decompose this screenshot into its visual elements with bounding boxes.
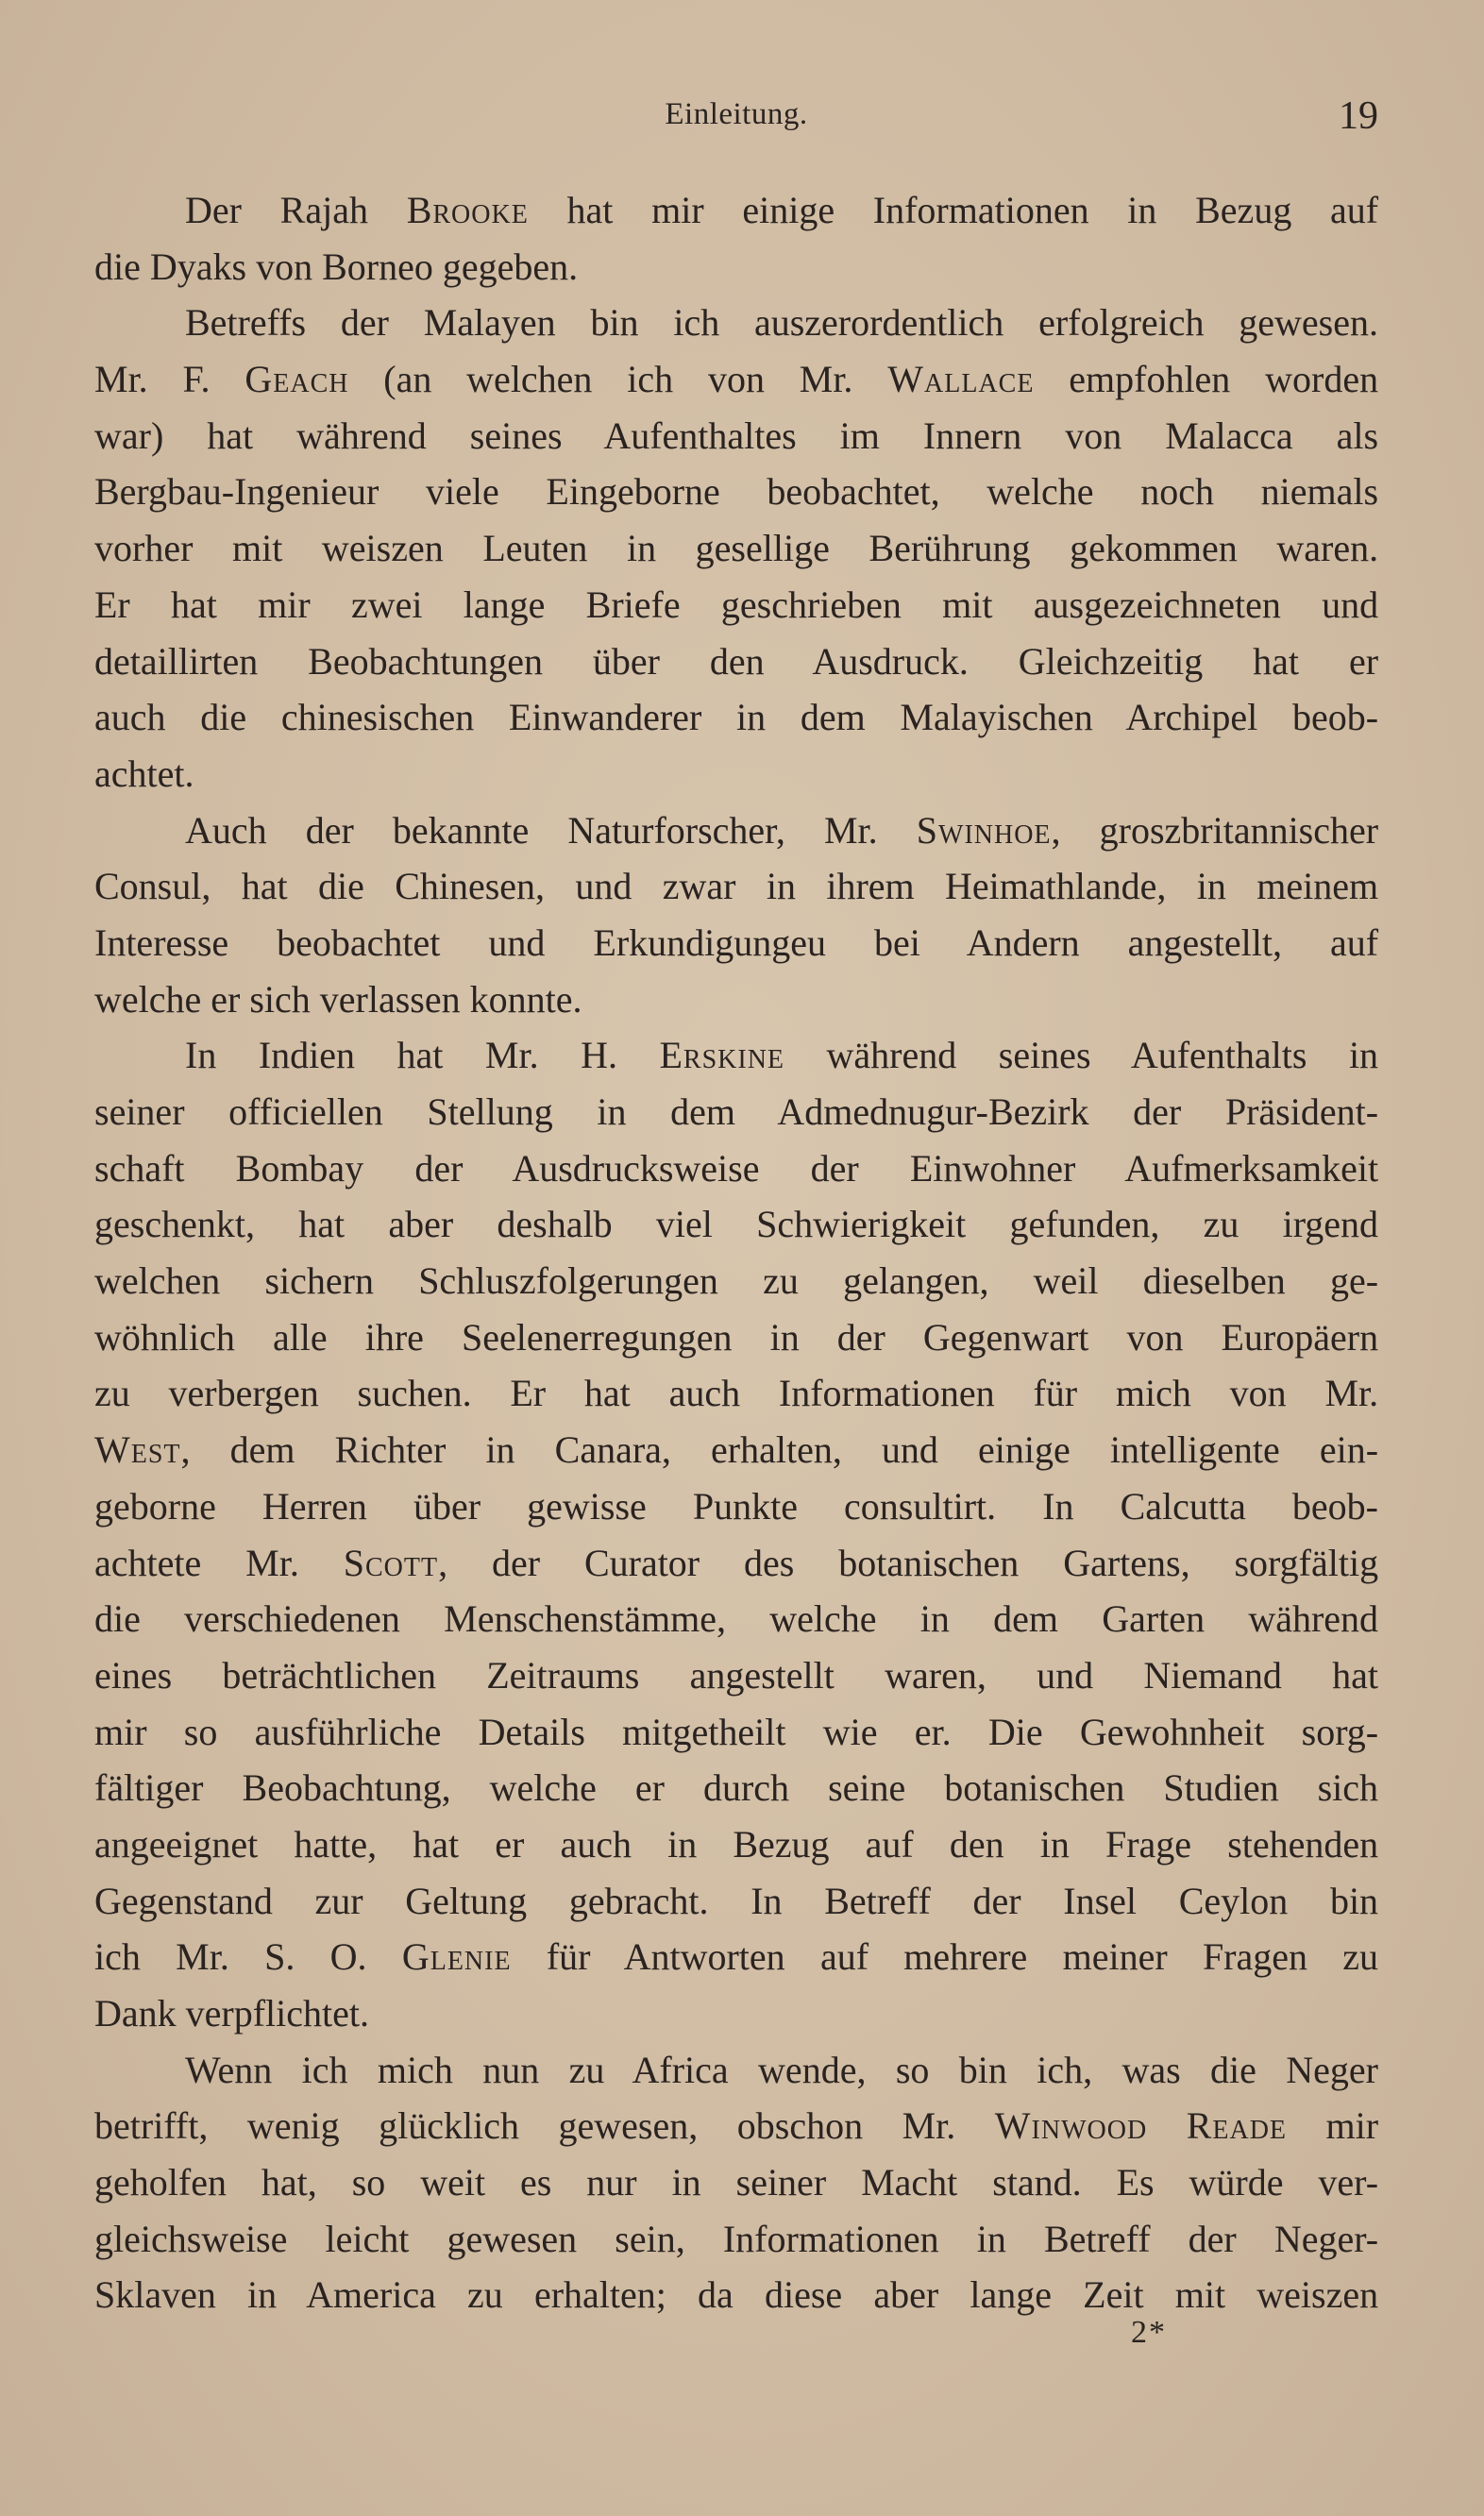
text-line: Dank verpflichtet.	[94, 1992, 369, 2035]
running-title: Einleitung.	[665, 97, 808, 131]
text-line: achtete Mr. Scott, der Curator des botanischen Gartens, sorgfältig	[94, 1541, 1379, 1584]
text-line: fältiger Beobachtung, welche er durch seine botanischen Studien sich	[94, 1766, 1379, 1810]
body-text	[94, 182, 1378, 2323]
text-line: achtet.	[94, 751, 194, 795]
text-line: betrifft, wenig glücklich gewesen, obschon Mr. Winwood Reade mir	[94, 2104, 1379, 2148]
text-line: Mr. F. Geach (an welchen ich von Mr. Wallace empfohlen worden	[94, 358, 1379, 401]
text-line: West, dem Richter in Canara, erhalten, und einige intelligente ein-	[94, 1428, 1379, 1472]
text-line: die Dyaks von Borneo gegeben.	[94, 245, 579, 288]
page-number: 19	[1339, 94, 1378, 138]
text-line: geholfen hat, so weit es nur in seiner Macht stand. Es würde ver-	[94, 2161, 1379, 2204]
signature-mark: 2*	[1131, 2315, 1167, 2350]
text-line: geborne Herren über gewisse Punkte consultirt. In Calcutta beob-	[94, 1484, 1378, 1528]
running-head	[94, 94, 1378, 144]
text-line: auch die chinesischen Einwanderer in dem Malayischen Archipel beob-	[94, 696, 1379, 739]
text-line: Wenn ich mich nun zu Africa wende, so bin ich, was die Neger	[185, 2048, 1378, 2091]
text-line: ich Mr. S. O. Glenie für Antworten auf mehrere meiner Fragen zu	[94, 1935, 1379, 1979]
text-line: Bergbau-Ingenieur viele Eingeborne beobachtet, welche noch niemals	[94, 470, 1379, 514]
text-line: Der Rajah Brooke hat mir einige Informationen in Bezug auf	[185, 189, 1379, 231]
text-line: die verschiedenen Menschenstämme, welche in dem Garten während	[94, 1597, 1379, 1641]
text-line: Consul, hat die Chinesen, und zwar in ihrem Heimathlande, in meinem	[94, 865, 1379, 908]
text-line: zu verbergen suchen. Er hat auch Informationen für mich von Mr.	[94, 1372, 1379, 1415]
text-line: schaft Bombay der Ausdrucksweise der Einwohner Aufmerksamkeit	[94, 1146, 1379, 1190]
text-line: mir so ausführliche Details mitgetheilt wie er. Die Gewohnheit sorg-	[94, 1710, 1379, 1753]
text-line: Sklaven in America zu erhalten; da diese aber lange Zeit mit weiszen	[94, 2273, 1379, 2317]
text-line: wöhnlich alle ihre Seelenerregungen in der Gegenwart von Europäern	[94, 1315, 1379, 1359]
text-line: Betreffs der Malayen bin ich auszerordentlich erfolgreich gewesen.	[185, 301, 1378, 345]
text-line: welchen sichern Schluszfolgerungen zu gelangen, weil dieselben ge-	[94, 1259, 1379, 1303]
text-line: detaillirten Beobachtungen über den Ausdruck. Gleichzeitig hat er	[94, 639, 1379, 683]
text-line: angeeignet hatte, hat er auch in Bezug auf den in Frage stehenden	[94, 1822, 1379, 1866]
text-line: gleichsweise leicht gewesen sein, Informationen in Betreff der Neger-	[94, 2217, 1379, 2260]
text-line: vorher mit weiszen Leuten in gesellige Berührung gekommen waren.	[94, 527, 1379, 570]
text-line: geschenkt, hat aber deshalb viel Schwierigkeit gefunden, zu irgend	[94, 1203, 1379, 1246]
text-line: seiner officiellen Stellung in dem Admednugur-Bezirk der Präsident-	[94, 1090, 1379, 1133]
text-line: Auch der bekannte Naturforscher, Mr. Swinhoe, groszbritannischer	[185, 808, 1379, 852]
text-line: Gegenstand zur Geltung gebracht. In Betreff der Insel Ceylon bin	[94, 1879, 1379, 1922]
text-line: Interesse beobachtet und Erkundigungeu bei Andern angestellt, auf	[94, 920, 1379, 964]
text-line: eines beträchtlichen Zeitraums angestellt waren, und Niemand hat	[94, 1653, 1379, 1697]
text-line: Er hat mir zwei lange Briefe geschrieben mit ausgezeichneten und	[94, 583, 1379, 626]
text-line: In Indien hat Mr. H. Erskine während seines Aufenthalts in	[185, 1034, 1379, 1077]
text-line: war) hat während seines Aufenthaltes im Innern von Malacca als	[94, 414, 1379, 457]
text-line: welche er sich verlassen konnte.	[94, 977, 582, 1021]
